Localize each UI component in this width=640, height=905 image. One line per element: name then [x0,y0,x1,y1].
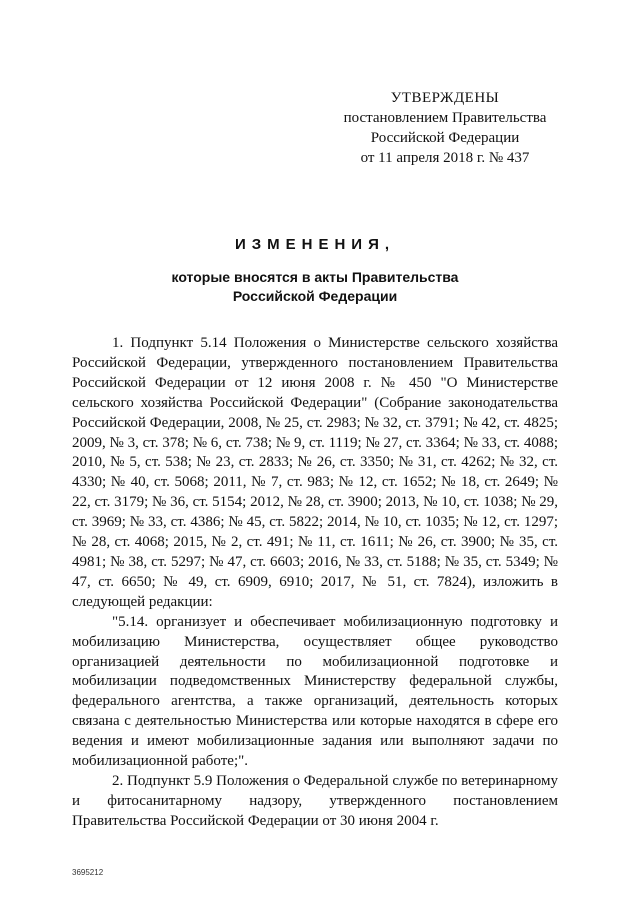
approval-line-3: от 11 апреля 2018 г. № 437 [360,150,530,166]
subtitle-line-2: Российской Федерации [232,288,398,304]
document-code: 3695212 [72,868,104,877]
approval-line-2: Российской Федерации [370,130,520,146]
document-body [72,334,558,832]
document-title [60,234,570,306]
paragraph-2: 2. Подпункт 5.9 Положения о Федеральной службе по ветеринарному и фитосанитарному надзору, утвержденного постановлением Правительства Российской Федерации от 30 июня 2004 г. [72,772,558,829]
approval-heading: УТВЕРЖДЕНЫ [390,90,500,106]
approval-stamp [330,88,560,168]
paragraph-quote: "5.14. организует и обеспечивает мобилизационную подготовку и мобилизацию Министерства, осуществляет общее руководство организацией деятельности по мобилизационной подготовке и мобилизации подведомственных Министерству федеральной службы, федерального агентства, а также организаций, деятельность которых связана с деятельностью Министерства или которые находятся в сфере его ведения и имеют мобилизационные задания или выполняют задачи по мобилизационной работе;". [72,613,558,770]
subtitle-line-1: которые вносятся в акты Правительства [171,269,459,285]
approval-line-1: постановлением Правительства [343,110,547,126]
title-subtitle [60,268,570,306]
paragraph-1: 1. Подпункт 5.14 Положения о Министерстве сельского хозяйства Российской Федерации, утвержденного постановлением Правительства Российской Федерации от 12 июня 2008 г. № 450 "О Министерстве сельского хозяйства Российской Федерации" (Собрание законодательства Российской Федерации, 2008, № 25, ст. 2983; № 32, ст. 3791; № 42, ст. 4825; 2009, № 3, ст. 378; № 6, ст. 738; № 9, ст. 1119; № 27, ст. 3364; № 33, ст. 4088; 2010, № 5, ст. 538; № 23, ст. 2833; № 26, ст. 3350; № 31, ст. 4262; № 32, ст. 4330; № 40, ст. 5068; 2011, № 7, ст. 983; № 12, ст. 1652; № 18, ст. 2649; № 22, ст. 3179; № 36, ст. 5154; 2012, № 28, ст. 3900; 2013, № 10, ст. 1038; № 29, ст. 3969; № 33, ст. 4386; № 45, ст. 5822; 2014, № 10, ст. 1035; № 12, ст. 1297; № 28, ст. 4068; 2015, № 2, ст. 491; № 11, ст. 1611; № 26, ст. 3900; № 35, ст. 4981; № 38, ст. 5297; № 47, ст. 6603; 2016, № 33, ст. 5188; № 35, ст. 5349; № 47, ст. 6650; № 49, ст. 6909, 6910; 2017, № 51, ст. 7824), изложить в следующей редакции: [72,335,559,610]
title-main: ИЗМЕНЕНИЯ, [234,236,396,253]
